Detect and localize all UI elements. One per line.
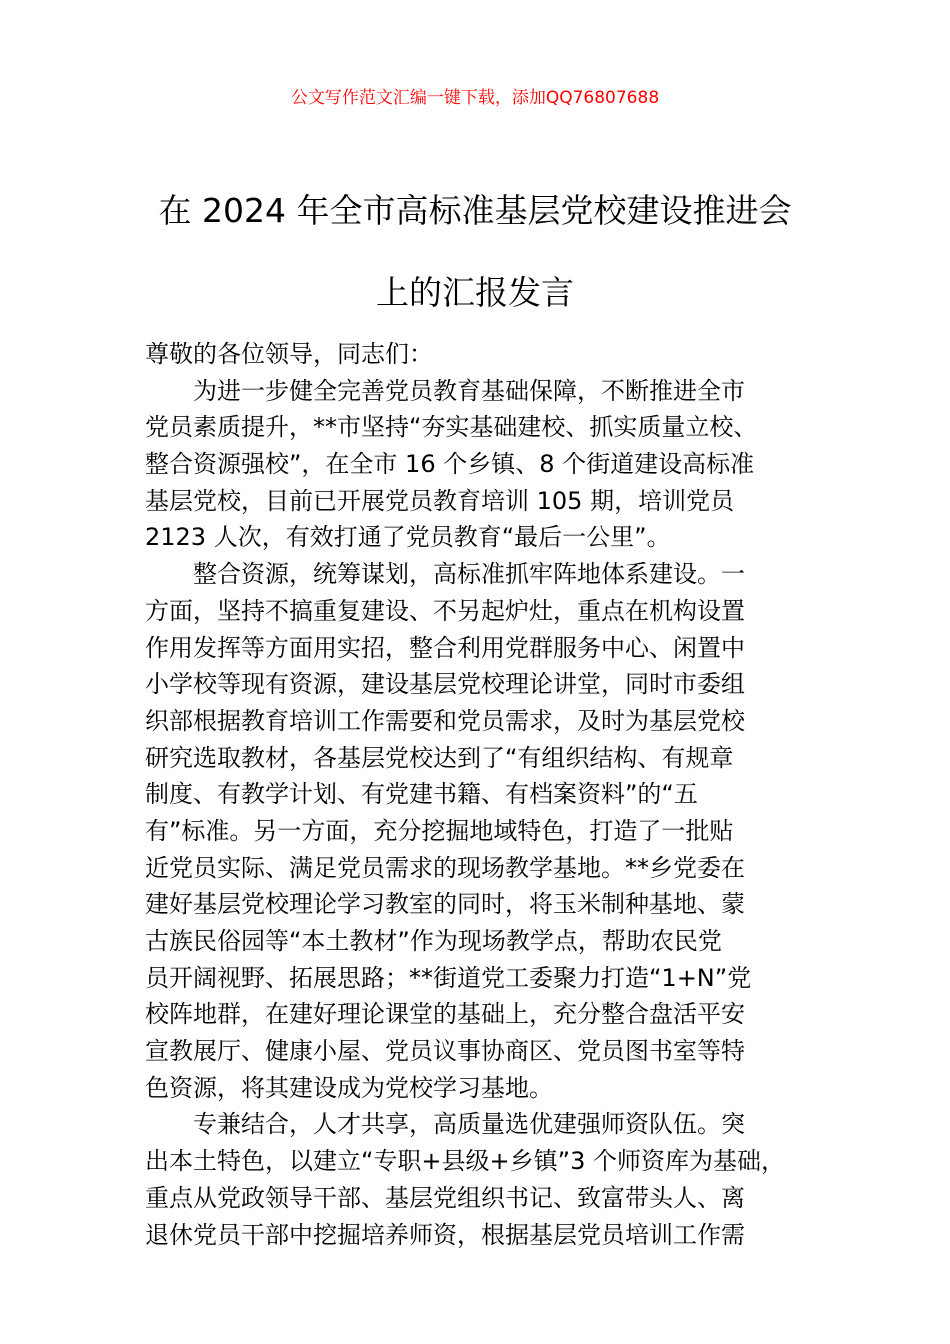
paragraph-1-line: 2123 人次，有效打通了党员教育“最后一公里”。	[145, 523, 671, 552]
paragraph-2-line: 整合资源，统筹谋划，高标准抓牢阵地体系建设。一	[193, 560, 745, 589]
paragraph-2-line: 色资源，将其建设成为党校学习基地。	[145, 1073, 553, 1102]
paragraph-3-line: 专兼结合，人才共享，高质量选优建强师资队伍。突	[193, 1110, 745, 1139]
paragraph-1-line: 为进一步健全完善党员教育基础保障，不断推进全市	[193, 376, 745, 405]
paragraph-2-line: 古族民俗园等“本土教材”作为现场教学点，帮助农民党	[145, 927, 722, 955]
paragraph-2-line: 员开阔视野、拓展思路；**街道党工委聚力打造“1+N”党	[145, 963, 752, 992]
paragraph-2-line: 有”标准。另一方面，充分挖掘地域特色，打造了一批贴	[145, 816, 734, 845]
paragraph-2-line: 校阵地群，在建好理论课堂的基础上，充分整合盘活平安	[145, 1000, 745, 1029]
paragraph-2-line: 建好基层党校理论学习教室的同时，将玉米制种基地、蒙	[145, 890, 745, 919]
paragraph-3-line: 出本土特色，以建立“专职+县级+乡镇”3 个师资库为基础，	[145, 1147, 785, 1176]
document-title	[120, 170, 830, 334]
paragraph-2-line: 宣教展厅、健康小屋、党员议事协商区、党员图书室等特	[145, 1037, 745, 1066]
paragraph-2-line: 作用发挥等方面用实招，整合利用党群服务中心、闲置中	[145, 633, 745, 662]
download-banner: 公文写作范文汇编一键下载，添加QQ76807688	[290, 88, 660, 108]
paragraph-2-line: 方面，坚持不搞重复建设、不另起炉灶，重点在机构设置	[145, 596, 745, 625]
paragraph-1-line: 党员素质提升，**市坚持“夯实基础建校、抓实质量立校、	[145, 413, 758, 442]
paragraph-1-line: 整合资源强校”，在全市 16 个乡镇、8 个街道建设高标准	[145, 450, 755, 479]
paragraph-3-line: 重点从党政领导干部、基层党组织书记、致富带头人、离	[145, 1183, 745, 1212]
paragraph-1-line: 基层党校，目前已开展党员教育培训 105 期，培训党员	[145, 486, 735, 515]
title-line-1: 在 2024 年全市高标准基层党校建设推进会	[158, 191, 792, 230]
salutation: 尊敬的各位领导，同志们：	[145, 340, 433, 368]
paragraph-3-line: 退休党员干部中挖掘培养师资，根据基层党员培训工作需	[145, 1220, 745, 1249]
paragraph-2-line: 小学校等现有资源，建设基层党校理论讲堂，同时市委组	[145, 670, 745, 699]
document-body	[145, 336, 815, 1253]
paragraph-2-line: 制度、有教学计划、有党建书籍、有档案资料”的“五	[145, 780, 698, 809]
paragraph-2-line: 研究选取教材，各基层党校达到了“有组织结构、有规章	[145, 743, 734, 772]
paragraph-2-line: 近党员实际、满足党员需求的现场教学基地。**乡党委在	[145, 853, 745, 882]
paragraph-2-line: 织部根据教育培训工作需要和党员需求，及时为基层党校	[145, 706, 745, 735]
title-line-2: 上的汇报发言	[376, 273, 574, 312]
